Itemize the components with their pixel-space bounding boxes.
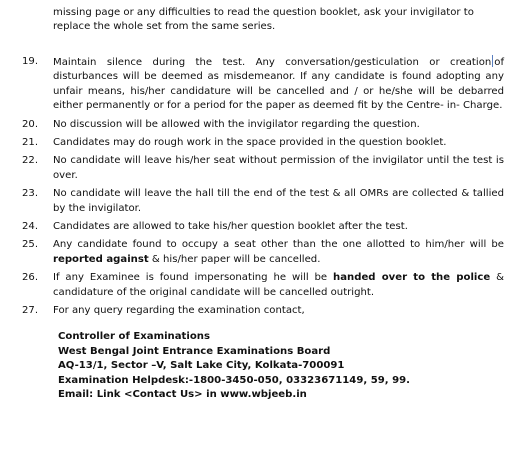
item-number: 25. [22,239,39,251]
item-text: For any query regarding the examination contact, [53,305,305,317]
instruction-item-20 [0,118,504,132]
instruction-list [0,55,504,323]
item-text: Candidates may do rough work in the space provided in the question booklet. [53,137,447,149]
instruction-item-21 [0,136,504,150]
item-text-part-b: & his/her paper will be cancelled. [151,253,321,265]
item-number: 23. [22,188,39,200]
instruction-item-27 [0,304,504,318]
item-number: 22. [22,155,39,167]
item-number: 24. [22,221,39,233]
instruction-item-19 [0,55,504,114]
item-text-part-a: Any candidate found to occupy a seat other than the one allotted to him/her will be [53,239,504,251]
instruction-item-24 [0,220,504,234]
item-text: No candidate will leave the hall till the end of the test & all OMRs are collected & tallied by the invigilator. [53,188,504,214]
item-text-bold: reported against [53,253,149,265]
instruction-item-22 [0,154,504,183]
instruction-item-25 [0,238,504,267]
item-text-bold: handed over to the police [333,272,491,284]
contact-title: Controller of Examinations [58,331,210,342]
item-text-part-b: of disturbances will be deemed as misdemeanor. If any candidate is found adopting any unfair means, his/her candidature will be cancelled and / or he/she will be debarred either permanently or for a period for the paper as deemed fit by the Centre- in- Charge. [53,57,504,112]
item-text: No discussion will be allowed with the invigilator regarding the question. [53,118,420,130]
item-text-part-a: If any Examinee is found impersonating he will be [53,272,328,284]
contact-organization: West Bengal Joint Entrance Examinations Board [58,345,331,357]
item-number: 20. [22,118,39,130]
item-number: 21. [22,137,39,149]
contact-email: Email: Link <Contact Us> in www.wbjeeb.in [58,389,307,401]
item-number: 27. [22,305,39,317]
item-text-part-b: & candidature of the original candidate will be cancelled outright. [53,272,504,298]
contact-address: AQ-13/1, Sector –V, Salt Lake City, Kolkata-700091 [58,360,345,372]
item-text-part-a: Maintain silence during the test. Any conversation/gesticulation or creation [53,57,492,68]
item-number: 26. [22,272,39,284]
instruction-item-26 [0,271,504,300]
instruction-item-23 [0,187,504,216]
item-text: Candidates are allowed to take his/her question booklet after the test. [53,221,408,233]
continuation-text: missing page or any difficulties to read the question booklet, ask your invigilator to replace the whole set from the same series. [53,7,474,33]
contact-helpdesk: Examination Helpdesk:-1800-3450-050, 03323671149, 59, 99. [58,374,410,386]
item-text: No candidate will leave his/her seat without permission of the invigilator until the test is over. [53,155,504,181]
contact-block [58,330,498,403]
item-number: 19. [22,56,39,67]
